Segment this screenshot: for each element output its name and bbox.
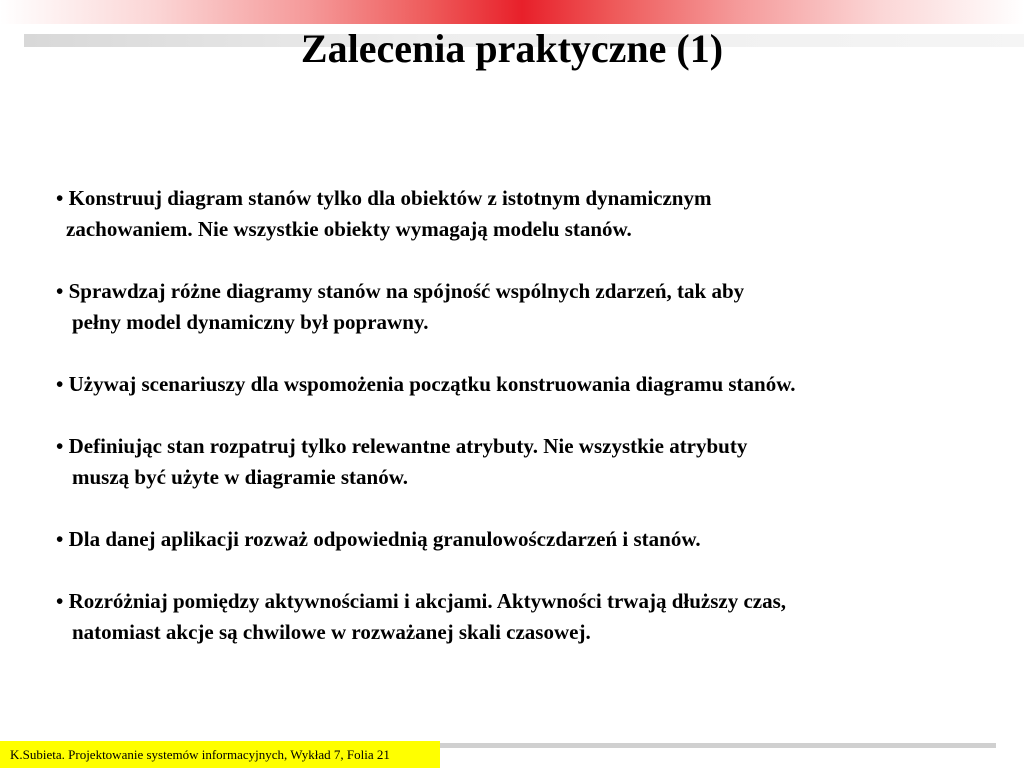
bullet-item xyxy=(56,431,1016,493)
bullet-line-continued: muszą być użyte w diagramie stanów. xyxy=(72,465,408,489)
bullet-line: • Sprawdzaj różne diagramy stanów na spójność wspólnych zdarzeń, tak aby xyxy=(56,279,745,303)
bullet-item xyxy=(56,586,1016,648)
footer-citation: K.Subieta. Projektowanie systemów informacyjnych, Wykład 7, Folia 21 xyxy=(0,741,440,768)
bullet-line: • Rozróżniaj pomiędzy aktywnościami i akcjami. Aktywności trwają dłuższy czas, xyxy=(56,589,787,613)
bullet-item xyxy=(56,276,1016,338)
bullet-line-continued: natomiast akcje są chwilowe w rozważanej skali czasowej. xyxy=(72,620,591,644)
bullet-line-continued: pełny model dynamiczny był poprawny. xyxy=(72,310,429,334)
bullet-item xyxy=(56,524,1016,555)
top-red-gradient-band xyxy=(0,0,1024,24)
bullet-list xyxy=(56,183,1016,679)
bullet-line: • Konstruuj diagram stanów tylko dla obiektów z istotnym dynamicznym xyxy=(56,186,712,210)
bullet-line: • Używaj scenariuszy dla wspomożenia początku konstruowania diagramu stanów. xyxy=(56,372,796,396)
bullet-line-continued: zachowaniem. Nie wszystkie obiekty wymagają modelu stanów. xyxy=(66,217,632,241)
bullet-item xyxy=(56,369,1016,400)
slide-title: Zalecenia praktyczne (1) xyxy=(300,26,724,71)
bullet-item xyxy=(56,183,1016,245)
bullet-line: • Dla danej aplikacji rozważ odpowiednią granulowośczdarzeń i stanów. xyxy=(56,527,701,551)
bullet-line: • Definiując stan rozpatruj tylko relewantne atrybuty. Nie wszystkie atrybuty xyxy=(56,434,748,458)
footer-divider xyxy=(440,743,996,748)
